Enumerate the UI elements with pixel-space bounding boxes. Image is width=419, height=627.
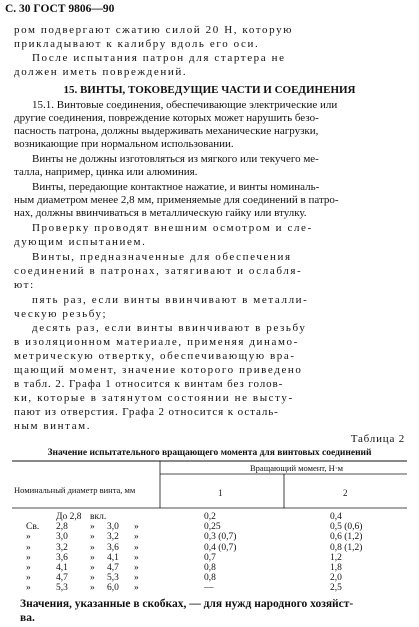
table-cell-to: 6,0 — [107, 583, 119, 594]
section-title: 15. ВИНТЫ, ТОКОВЕДУЩИЕ ЧАСТИ И СОЕДИНЕНИЯ — [63, 84, 356, 96]
table-cell-mid: » — [90, 532, 95, 543]
note-line: ва. — [20, 612, 35, 624]
text-line: пают из отверстия. Графа 2 относится к осталь- — [14, 406, 279, 418]
table-cell-prefix: » — [26, 563, 31, 573]
table-cell-end: » — [134, 542, 139, 553]
table-cell-mid: » — [90, 563, 95, 573]
text-line: пять раз, если винты ввинчивают в металли- — [32, 294, 309, 306]
table-caption: Таблица 2 — [350, 433, 405, 445]
table-cell-v2: 1,2 — [330, 552, 342, 563]
table-cell-from: 3,6 — [56, 552, 68, 563]
text-line: щающий момент, значение которого приведено — [14, 364, 303, 376]
table-cell-v1: 0,25 — [204, 522, 221, 533]
text-line: Проверку проводят внешним осмотром и сле- — [32, 222, 313, 234]
table-cell-v1: 0,8 — [204, 573, 216, 584]
table-cell-from: 4,7 — [56, 573, 68, 584]
table-cell-end: » — [134, 573, 139, 584]
column-header-torque: Вращающий момент, Н·м — [250, 463, 343, 473]
text-line: После испытания патрон для стартера не — [32, 52, 286, 64]
table-cell-prefix: Св. — [26, 522, 40, 533]
table-cell-prefix: » — [26, 532, 31, 543]
text-line: другие соединения, повреждение которых может нарушить безо- — [14, 112, 319, 124]
text-line: должен иметь повреждений. — [14, 66, 188, 78]
table-cell-from: До 2,8 — [56, 512, 82, 522]
table-cell-end: » — [134, 563, 139, 573]
table-cell-mid: вкл. — [90, 512, 107, 522]
text-line: метрическую отвертку, обеспечивающую вра- — [14, 350, 296, 362]
table-cell-v1: 0,2 — [204, 512, 216, 522]
table-row — [0, 553, 419, 563]
table-row — [0, 512, 419, 522]
table-cell-v2: 0,6 (1,2) — [330, 532, 363, 543]
table-cell-prefix: » — [26, 542, 31, 553]
table-cell-v2: 2,0 — [330, 573, 342, 584]
text-line: 15.1. Винтовые соединения, обеспечивающие электрические или — [32, 99, 338, 111]
text-line: ют: — [14, 279, 35, 291]
table-cell-from: 2,8 — [56, 522, 68, 533]
text-line: Винты, передающие контактное нажатие, и винты номиналь- — [32, 181, 320, 193]
column-header-diameter: Номинальный диаметр винта, мм — [14, 485, 136, 495]
table-cell-prefix: » — [26, 573, 31, 584]
table-cell-mid: » — [90, 522, 95, 533]
table-note — [20, 597, 408, 625]
table-cell-end: » — [134, 522, 139, 533]
text-line: возникающие при нормальном использовании. — [14, 138, 234, 150]
column-header-2: 2 — [343, 488, 348, 498]
text-line: Винты не должны изготовляться из мягкого или текучего ме- — [32, 153, 319, 165]
table-cell-prefix: » — [26, 552, 31, 563]
text-line: талла, например, цинка или алюминия. — [14, 166, 198, 178]
table-cell-end: » — [134, 552, 139, 563]
table-row — [0, 573, 419, 583]
table-row — [0, 543, 419, 553]
table-cell-to: 4,7 — [107, 563, 119, 573]
table-row — [0, 563, 419, 573]
text-line: ки, которые в затянутом состоянии не высту- — [14, 392, 294, 404]
table-cell-from: 5,3 — [56, 583, 68, 594]
table-cell-to: 4,1 — [107, 552, 119, 563]
text-line: ческую резьбу; — [14, 308, 108, 320]
text-line: прикладывают к калибру вдоль его оси. — [14, 38, 260, 50]
table-cell-v2: 0,4 — [330, 512, 342, 522]
table-cell-mid: » — [90, 583, 95, 594]
table-cell-v1: 0,4 (0,7) — [204, 542, 237, 553]
text-line: в табл. 2. Графа 1 относится к винтам без голов- — [14, 378, 284, 390]
table-cell-to: 3,2 — [107, 532, 119, 543]
text-line: ным диаметром менее 2,8 мм, применяемые для соединений в патро- — [14, 194, 339, 206]
table-cell-v2: 0,5 (0,6) — [330, 522, 363, 533]
text-line: в изоляционном материале, применяя динамо- — [14, 336, 299, 348]
table-cell-v1: 0,3 (0,7) — [204, 532, 237, 543]
table-cell-to: 5,3 — [107, 573, 119, 584]
table-row — [0, 522, 419, 532]
table-cell-to: 3,6 — [107, 542, 119, 553]
table-cell-v1: 0,8 — [204, 563, 216, 573]
table-cell-end: » — [134, 583, 139, 594]
text-line: соединений в патронах, затягивают и ослабля- — [14, 265, 303, 277]
text-line: дующим испытанием. — [14, 236, 147, 248]
table-cell-end: » — [134, 532, 139, 543]
table-cell-mid: » — [90, 542, 95, 553]
text-line: нах, должны ввинчиваться в металлическую гайку или втулку. — [14, 207, 307, 219]
page-header: С. 30 ГОСТ 9806—90 — [5, 3, 115, 15]
table-cell-v2: 1,8 — [330, 563, 342, 573]
table-row — [0, 532, 419, 542]
table-title: Значение испытательного вращающего момента для винтовых соединений — [47, 448, 372, 458]
table-cell-v1: — — [204, 583, 214, 594]
table-cell-from: 4,1 — [56, 563, 68, 573]
table-cell-v2: 0,8 (1,2) — [330, 542, 363, 553]
table-cell-from: 3,2 — [56, 542, 68, 553]
table-row — [0, 583, 419, 593]
text-line: Винты, предназначенные для обеспечения — [32, 251, 292, 263]
table-cell-mid: » — [90, 552, 95, 563]
table-cell-mid: » — [90, 573, 95, 584]
column-header-1: 1 — [218, 488, 223, 498]
text-line: ром подвергают сжатию силой 20 Н, которую — [14, 24, 294, 36]
table-cell-to: 3,0 — [107, 522, 119, 533]
text-line: десять раз, если винты ввинчивают в резьбу — [32, 322, 307, 334]
text-line: ным винтам. — [14, 420, 92, 432]
table-cell-v2: 2,5 — [330, 583, 342, 594]
note-line: Значения, указанные в скобках, — для нужд народного хозяйст- — [20, 598, 354, 610]
table-cell-prefix: » — [26, 583, 31, 594]
text-line: пасность патрона, должны выдерживать механические нагрузки, — [14, 125, 319, 137]
table-cell-from: 3,0 — [56, 532, 68, 543]
table-cell-v1: 0,7 — [204, 552, 216, 563]
